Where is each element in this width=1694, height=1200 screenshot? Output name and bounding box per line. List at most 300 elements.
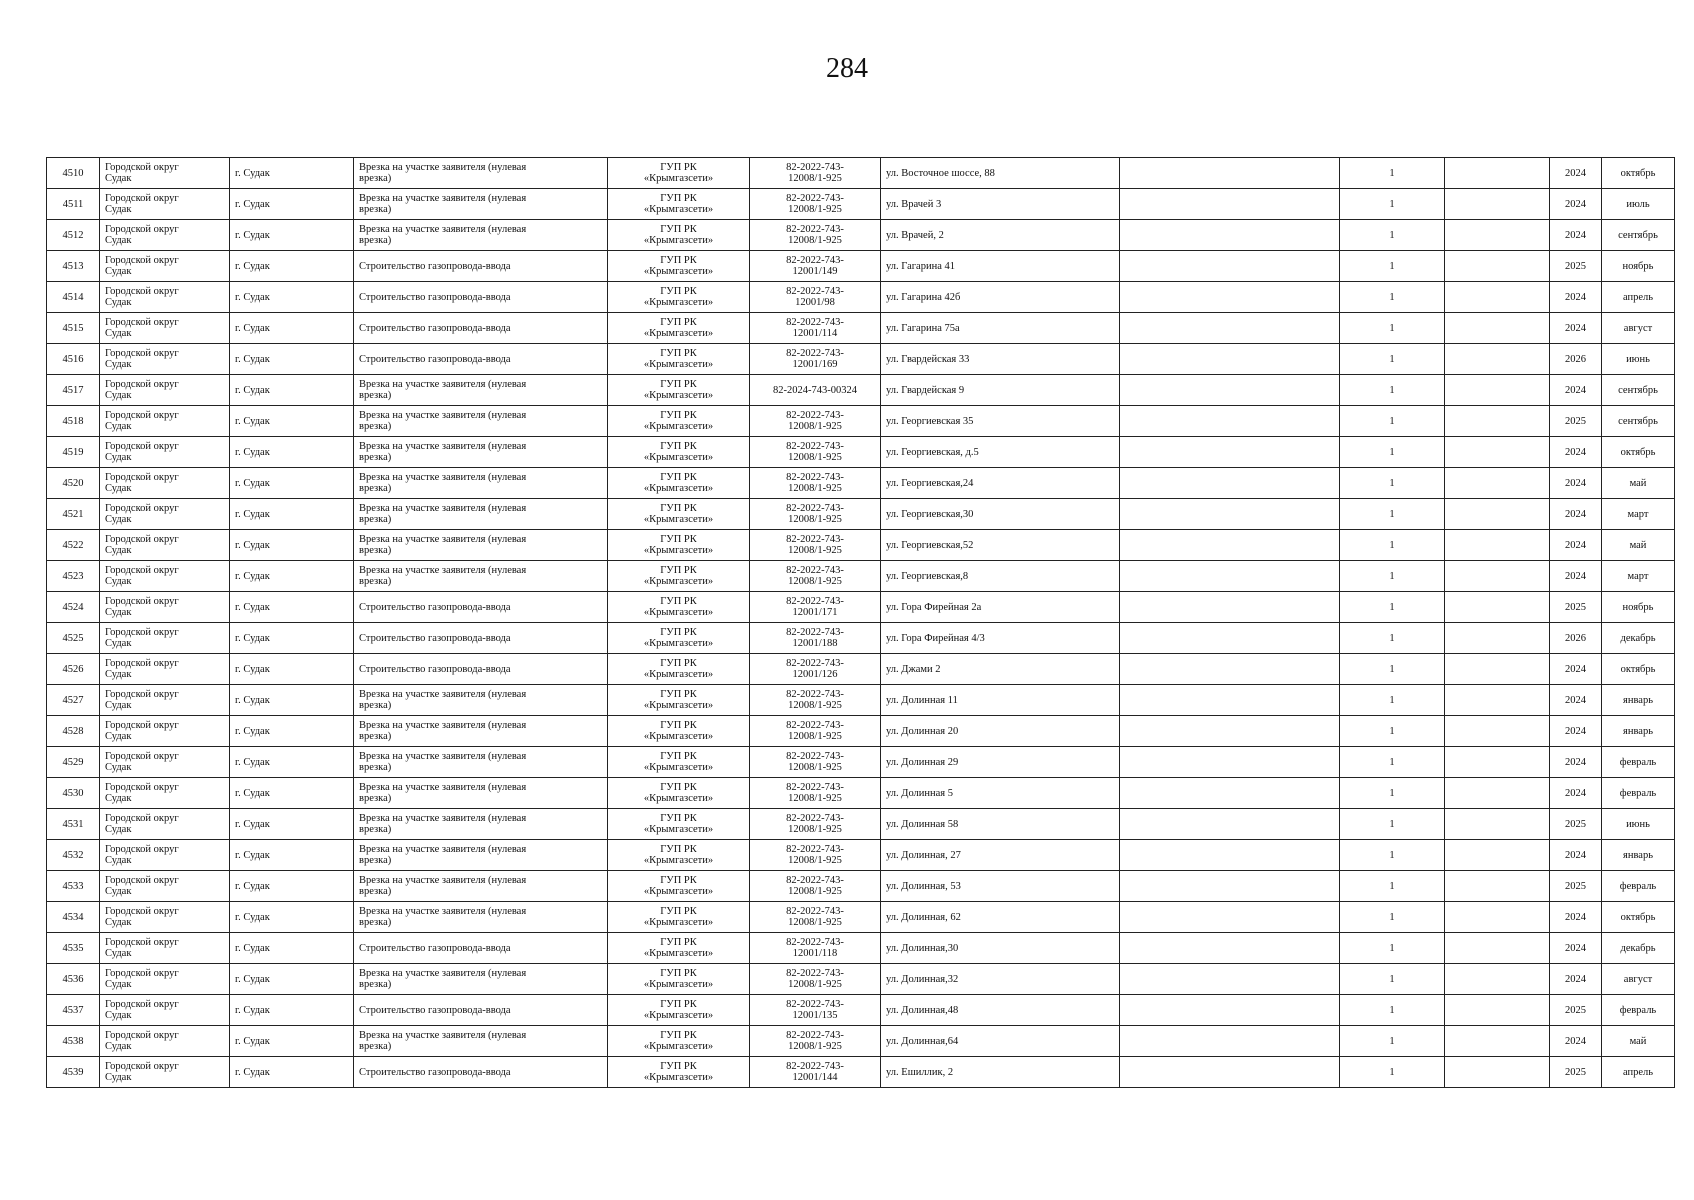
city-cell: г. Судак: [230, 561, 354, 592]
cadastre-number-cell: 82-2022-743- 12008/1-925: [750, 840, 881, 871]
month-cell: февраль: [1602, 995, 1675, 1026]
district-cell: Городской округ Судак: [100, 561, 230, 592]
cadastre-number-cell: 82-2022-743- 12001/114: [750, 313, 881, 344]
table-row: [47, 468, 1675, 499]
empty-cell: [1120, 499, 1340, 530]
address-cell: ул. Гвардейская 9: [881, 375, 1120, 406]
empty-cell: [1445, 1026, 1550, 1057]
empty-cell: [1445, 251, 1550, 282]
organization-cell: ГУП РК «Крымгазсети»: [608, 251, 750, 282]
row-number: 4517: [47, 375, 100, 406]
city-cell: г. Судак: [230, 220, 354, 251]
table-row: [47, 158, 1675, 189]
district-cell: Городской округ Судак: [100, 592, 230, 623]
count-cell: 1: [1340, 654, 1445, 685]
month-cell: март: [1602, 561, 1675, 592]
work-type-cell: Строительство газопровода-ввода: [354, 282, 608, 313]
cadastre-number-cell: 82-2022-743- 12001/169: [750, 344, 881, 375]
year-cell: 2024: [1550, 468, 1602, 499]
month-cell: январь: [1602, 716, 1675, 747]
table-row: [47, 747, 1675, 778]
city-cell: г. Судак: [230, 313, 354, 344]
empty-cell: [1120, 406, 1340, 437]
cadastre-number-cell: 82-2024-743-00324: [750, 375, 881, 406]
empty-cell: [1120, 654, 1340, 685]
city-cell: г. Судак: [230, 933, 354, 964]
work-type-cell: Врезка на участке заявителя (нулевая врезка): [354, 189, 608, 220]
empty-cell: [1120, 840, 1340, 871]
month-cell: февраль: [1602, 871, 1675, 902]
organization-cell: ГУП РК «Крымгазсети»: [608, 964, 750, 995]
table-row: [47, 530, 1675, 561]
district-cell: Городской округ Судак: [100, 995, 230, 1026]
count-cell: 1: [1340, 468, 1445, 499]
count-cell: 1: [1340, 716, 1445, 747]
year-cell: 2025: [1550, 406, 1602, 437]
address-cell: ул. Долинная,32: [881, 964, 1120, 995]
organization-cell: ГУП РК «Крымгазсети»: [608, 282, 750, 313]
month-cell: октябрь: [1602, 158, 1675, 189]
district-cell: Городской округ Судак: [100, 902, 230, 933]
city-cell: г. Судак: [230, 716, 354, 747]
month-cell: октябрь: [1602, 902, 1675, 933]
year-cell: 2024: [1550, 685, 1602, 716]
organization-cell: ГУП РК «Крымгазсети»: [608, 313, 750, 344]
organization-cell: ГУП РК «Крымгазсети»: [608, 189, 750, 220]
organization-cell: ГУП РК «Крымгазсети»: [608, 902, 750, 933]
count-cell: 1: [1340, 313, 1445, 344]
count-cell: 1: [1340, 344, 1445, 375]
district-cell: Городской округ Судак: [100, 437, 230, 468]
city-cell: г. Судак: [230, 375, 354, 406]
year-cell: 2024: [1550, 530, 1602, 561]
row-number: 4521: [47, 499, 100, 530]
empty-cell: [1120, 437, 1340, 468]
empty-cell: [1445, 375, 1550, 406]
city-cell: г. Судак: [230, 623, 354, 654]
table-row: [47, 592, 1675, 623]
city-cell: г. Судак: [230, 902, 354, 933]
empty-cell: [1445, 344, 1550, 375]
table-row: [47, 220, 1675, 251]
address-cell: ул. Восточное шоссе, 88: [881, 158, 1120, 189]
organization-cell: ГУП РК «Крымгазсети»: [608, 220, 750, 251]
empty-cell: [1445, 499, 1550, 530]
month-cell: июнь: [1602, 809, 1675, 840]
work-type-cell: Строительство газопровода-ввода: [354, 313, 608, 344]
empty-cell: [1120, 964, 1340, 995]
year-cell: 2024: [1550, 561, 1602, 592]
work-type-cell: Врезка на участке заявителя (нулевая врезка): [354, 220, 608, 251]
row-number: 4538: [47, 1026, 100, 1057]
cadastre-number-cell: 82-2022-743- 12001/171: [750, 592, 881, 623]
cadastre-number-cell: 82-2022-743- 12001/188: [750, 623, 881, 654]
row-number: 4534: [47, 902, 100, 933]
month-cell: февраль: [1602, 778, 1675, 809]
organization-cell: ГУП РК «Крымгазсети»: [608, 871, 750, 902]
work-type-cell: Строительство газопровода-ввода: [354, 995, 608, 1026]
row-number: 4536: [47, 964, 100, 995]
organization-cell: ГУП РК «Крымгазсети»: [608, 933, 750, 964]
year-cell: 2024: [1550, 220, 1602, 251]
address-cell: ул. Гора Фирейная 2а: [881, 592, 1120, 623]
address-cell: ул. Долинная, 27: [881, 840, 1120, 871]
work-type-cell: Строительство газопровода-ввода: [354, 1057, 608, 1088]
count-cell: 1: [1340, 499, 1445, 530]
empty-cell: [1445, 840, 1550, 871]
organization-cell: ГУП РК «Крымгазсети»: [608, 1057, 750, 1088]
organization-cell: ГУП РК «Крымгазсети»: [608, 685, 750, 716]
organization-cell: ГУП РК «Крымгазсети»: [608, 499, 750, 530]
year-cell: 2024: [1550, 375, 1602, 406]
table-row: [47, 1057, 1675, 1088]
district-cell: Городской округ Судак: [100, 189, 230, 220]
month-cell: апрель: [1602, 1057, 1675, 1088]
table-row: [47, 995, 1675, 1026]
empty-cell: [1445, 871, 1550, 902]
district-cell: Городской округ Судак: [100, 778, 230, 809]
empty-cell: [1120, 468, 1340, 499]
address-cell: ул. Георгиевская,52: [881, 530, 1120, 561]
work-type-cell: Врезка на участке заявителя (нулевая врезка): [354, 902, 608, 933]
cadastre-number-cell: 82-2022-743- 12008/1-925: [750, 530, 881, 561]
year-cell: 2025: [1550, 251, 1602, 282]
address-cell: ул. Долинная,64: [881, 1026, 1120, 1057]
row-number: 4535: [47, 933, 100, 964]
table-row: [47, 499, 1675, 530]
address-cell: ул. Врачей 3: [881, 189, 1120, 220]
month-cell: ноябрь: [1602, 251, 1675, 282]
row-number: 4526: [47, 654, 100, 685]
count-cell: 1: [1340, 592, 1445, 623]
row-number: 4533: [47, 871, 100, 902]
table-row: [47, 344, 1675, 375]
table-row: [47, 716, 1675, 747]
empty-cell: [1120, 1026, 1340, 1057]
cadastre-number-cell: 82-2022-743- 12008/1-925: [750, 499, 881, 530]
work-type-cell: Врезка на участке заявителя (нулевая врезка): [354, 778, 608, 809]
address-cell: ул. Гора Фирейная 4/3: [881, 623, 1120, 654]
organization-cell: ГУП РК «Крымгазсети»: [608, 747, 750, 778]
row-number: 4519: [47, 437, 100, 468]
month-cell: июнь: [1602, 344, 1675, 375]
count-cell: 1: [1340, 561, 1445, 592]
row-number: 4524: [47, 592, 100, 623]
year-cell: 2024: [1550, 282, 1602, 313]
table-row: [47, 561, 1675, 592]
work-type-cell: Врезка на участке заявителя (нулевая врезка): [354, 716, 608, 747]
row-number: 4514: [47, 282, 100, 313]
month-cell: август: [1602, 313, 1675, 344]
table-row: [47, 251, 1675, 282]
year-cell: 2024: [1550, 933, 1602, 964]
district-cell: Городской округ Судак: [100, 623, 230, 654]
empty-cell: [1120, 313, 1340, 344]
count-cell: 1: [1340, 282, 1445, 313]
cadastre-number-cell: 82-2022-743- 12001/98: [750, 282, 881, 313]
month-cell: октябрь: [1602, 437, 1675, 468]
address-cell: ул. Георгиевская,8: [881, 561, 1120, 592]
cadastre-number-cell: 82-2022-743- 12001/149: [750, 251, 881, 282]
address-cell: ул. Долинная, 53: [881, 871, 1120, 902]
empty-cell: [1120, 778, 1340, 809]
address-cell: ул. Врачей, 2: [881, 220, 1120, 251]
empty-cell: [1120, 530, 1340, 561]
count-cell: 1: [1340, 995, 1445, 1026]
year-cell: 2024: [1550, 716, 1602, 747]
row-number: 4523: [47, 561, 100, 592]
row-number: 4512: [47, 220, 100, 251]
empty-cell: [1120, 685, 1340, 716]
year-cell: 2025: [1550, 592, 1602, 623]
organization-cell: ГУП РК «Крымгазсети»: [608, 623, 750, 654]
table-row: [47, 871, 1675, 902]
count-cell: 1: [1340, 437, 1445, 468]
work-type-cell: Строительство газопровода-ввода: [354, 344, 608, 375]
cadastre-number-cell: 82-2022-743- 12008/1-925: [750, 189, 881, 220]
year-cell: 2024: [1550, 158, 1602, 189]
cadastre-number-cell: 82-2022-743- 12008/1-925: [750, 220, 881, 251]
row-number: 4515: [47, 313, 100, 344]
address-cell: ул. Долинная,48: [881, 995, 1120, 1026]
work-type-cell: Врезка на участке заявителя (нулевая врезка): [354, 158, 608, 189]
work-type-cell: Врезка на участке заявителя (нулевая врезка): [354, 499, 608, 530]
row-number: 4516: [47, 344, 100, 375]
work-type-cell: Врезка на участке заявителя (нулевая врезка): [354, 375, 608, 406]
organization-cell: ГУП РК «Крымгазсети»: [608, 530, 750, 561]
year-cell: 2024: [1550, 313, 1602, 344]
city-cell: г. Судак: [230, 809, 354, 840]
count-cell: 1: [1340, 406, 1445, 437]
district-cell: Городской округ Судак: [100, 716, 230, 747]
organization-cell: ГУП РК «Крымгазсети»: [608, 158, 750, 189]
empty-cell: [1445, 220, 1550, 251]
count-cell: 1: [1340, 530, 1445, 561]
cadastre-number-cell: 82-2022-743- 12008/1-925: [750, 437, 881, 468]
year-cell: 2024: [1550, 902, 1602, 933]
work-type-cell: Врезка на участке заявителя (нулевая врезка): [354, 840, 608, 871]
work-type-cell: Строительство газопровода-ввода: [354, 933, 608, 964]
organization-cell: ГУП РК «Крымгазсети»: [608, 840, 750, 871]
work-type-cell: Врезка на участке заявителя (нулевая врезка): [354, 871, 608, 902]
address-cell: ул. Георгиевская, д.5: [881, 437, 1120, 468]
address-cell: ул. Долинная 11: [881, 685, 1120, 716]
district-cell: Городской округ Судак: [100, 685, 230, 716]
organization-cell: ГУП РК «Крымгазсети»: [608, 437, 750, 468]
organization-cell: ГУП РК «Крымгазсети»: [608, 654, 750, 685]
count-cell: 1: [1340, 809, 1445, 840]
count-cell: 1: [1340, 840, 1445, 871]
district-cell: Городской округ Судак: [100, 220, 230, 251]
empty-cell: [1120, 871, 1340, 902]
table-row: [47, 375, 1675, 406]
gas-connection-table: [46, 157, 1675, 1088]
city-cell: г. Судак: [230, 964, 354, 995]
count-cell: 1: [1340, 375, 1445, 406]
district-cell: Городской округ Судак: [100, 251, 230, 282]
organization-cell: ГУП РК «Крымгазсети»: [608, 592, 750, 623]
table-row: [47, 685, 1675, 716]
city-cell: г. Судак: [230, 685, 354, 716]
row-number: 4532: [47, 840, 100, 871]
year-cell: 2024: [1550, 747, 1602, 778]
count-cell: 1: [1340, 1026, 1445, 1057]
organization-cell: ГУП РК «Крымгазсети»: [608, 716, 750, 747]
year-cell: 2025: [1550, 871, 1602, 902]
address-cell: ул. Ешиллик, 2: [881, 1057, 1120, 1088]
district-cell: Городской округ Судак: [100, 499, 230, 530]
year-cell: 2024: [1550, 654, 1602, 685]
year-cell: 2026: [1550, 623, 1602, 654]
month-cell: май: [1602, 530, 1675, 561]
empty-cell: [1120, 561, 1340, 592]
year-cell: 2024: [1550, 499, 1602, 530]
district-cell: Городской округ Судак: [100, 933, 230, 964]
table-row: [47, 437, 1675, 468]
address-cell: ул. Георгиевская 35: [881, 406, 1120, 437]
organization-cell: ГУП РК «Крымгазсети»: [608, 468, 750, 499]
organization-cell: ГУП РК «Крымгазсети»: [608, 1026, 750, 1057]
month-cell: август: [1602, 964, 1675, 995]
row-number: 4530: [47, 778, 100, 809]
district-cell: Городской округ Судак: [100, 964, 230, 995]
empty-cell: [1120, 189, 1340, 220]
cadastre-number-cell: 82-2022-743- 12008/1-925: [750, 964, 881, 995]
month-cell: июль: [1602, 189, 1675, 220]
address-cell: ул. Георгиевская,24: [881, 468, 1120, 499]
city-cell: г. Судак: [230, 840, 354, 871]
month-cell: январь: [1602, 685, 1675, 716]
year-cell: 2025: [1550, 1057, 1602, 1088]
cadastre-number-cell: 82-2022-743- 12001/144: [750, 1057, 881, 1088]
year-cell: 2025: [1550, 809, 1602, 840]
city-cell: г. Судак: [230, 654, 354, 685]
row-number: 4520: [47, 468, 100, 499]
address-cell: ул. Гагарина 41: [881, 251, 1120, 282]
empty-cell: [1120, 282, 1340, 313]
table-row: [47, 964, 1675, 995]
city-cell: г. Судак: [230, 344, 354, 375]
empty-cell: [1445, 685, 1550, 716]
year-cell: 2024: [1550, 189, 1602, 220]
empty-cell: [1445, 437, 1550, 468]
empty-cell: [1445, 933, 1550, 964]
empty-cell: [1120, 623, 1340, 654]
address-cell: ул. Гвардейская 33: [881, 344, 1120, 375]
empty-cell: [1445, 592, 1550, 623]
count-cell: 1: [1340, 871, 1445, 902]
month-cell: сентябрь: [1602, 375, 1675, 406]
cadastre-number-cell: 82-2022-743- 12008/1-925: [750, 561, 881, 592]
month-cell: май: [1602, 1026, 1675, 1057]
empty-cell: [1120, 933, 1340, 964]
month-cell: сентябрь: [1602, 220, 1675, 251]
month-cell: декабрь: [1602, 623, 1675, 654]
work-type-cell: Врезка на участке заявителя (нулевая врезка): [354, 685, 608, 716]
table-row: [47, 189, 1675, 220]
address-cell: ул. Джами 2: [881, 654, 1120, 685]
row-number: 4510: [47, 158, 100, 189]
empty-cell: [1445, 1057, 1550, 1088]
month-cell: февраль: [1602, 747, 1675, 778]
address-cell: ул. Долинная 29: [881, 747, 1120, 778]
cadastre-number-cell: 82-2022-743- 12001/118: [750, 933, 881, 964]
work-type-cell: Врезка на участке заявителя (нулевая врезка): [354, 530, 608, 561]
address-cell: ул. Долинная, 62: [881, 902, 1120, 933]
organization-cell: ГУП РК «Крымгазсети»: [608, 344, 750, 375]
city-cell: г. Судак: [230, 406, 354, 437]
cadastre-number-cell: 82-2022-743- 12008/1-925: [750, 747, 881, 778]
work-type-cell: Строительство газопровода-ввода: [354, 251, 608, 282]
row-number: 4525: [47, 623, 100, 654]
work-type-cell: Врезка на участке заявителя (нулевая врезка): [354, 964, 608, 995]
city-cell: г. Судак: [230, 778, 354, 809]
table-row: [47, 933, 1675, 964]
city-cell: г. Судак: [230, 468, 354, 499]
empty-cell: [1445, 809, 1550, 840]
empty-cell: [1120, 995, 1340, 1026]
empty-cell: [1120, 158, 1340, 189]
count-cell: 1: [1340, 933, 1445, 964]
district-cell: Городской округ Судак: [100, 406, 230, 437]
work-type-cell: Врезка на участке заявителя (нулевая врезка): [354, 1026, 608, 1057]
empty-cell: [1445, 623, 1550, 654]
month-cell: сентябрь: [1602, 406, 1675, 437]
row-number: 4539: [47, 1057, 100, 1088]
year-cell: 2024: [1550, 437, 1602, 468]
empty-cell: [1445, 654, 1550, 685]
empty-cell: [1445, 530, 1550, 561]
address-cell: ул. Гагарина 75а: [881, 313, 1120, 344]
table-row: [47, 840, 1675, 871]
count-cell: 1: [1340, 251, 1445, 282]
address-cell: ул. Георгиевская,30: [881, 499, 1120, 530]
work-type-cell: Строительство газопровода-ввода: [354, 654, 608, 685]
organization-cell: ГУП РК «Крымгазсети»: [608, 561, 750, 592]
address-cell: ул. Долинная 20: [881, 716, 1120, 747]
city-cell: г. Судак: [230, 871, 354, 902]
row-number: 4522: [47, 530, 100, 561]
district-cell: Городской округ Судак: [100, 530, 230, 561]
count-cell: 1: [1340, 902, 1445, 933]
organization-cell: ГУП РК «Крымгазсети»: [608, 995, 750, 1026]
empty-cell: [1120, 592, 1340, 623]
table-row: [47, 778, 1675, 809]
city-cell: г. Судак: [230, 499, 354, 530]
cadastre-number-cell: 82-2022-743- 12008/1-925: [750, 685, 881, 716]
work-type-cell: Врезка на участке заявителя (нулевая врезка): [354, 747, 608, 778]
empty-cell: [1120, 716, 1340, 747]
table-row: [47, 623, 1675, 654]
year-cell: 2025: [1550, 995, 1602, 1026]
cadastre-number-cell: 82-2022-743- 12008/1-925: [750, 406, 881, 437]
work-type-cell: Врезка на участке заявителя (нулевая врезка): [354, 468, 608, 499]
district-cell: Городской округ Судак: [100, 344, 230, 375]
city-cell: г. Судак: [230, 1026, 354, 1057]
city-cell: г. Судак: [230, 592, 354, 623]
work-type-cell: Строительство газопровода-ввода: [354, 623, 608, 654]
month-cell: май: [1602, 468, 1675, 499]
empty-cell: [1445, 282, 1550, 313]
empty-cell: [1445, 468, 1550, 499]
cadastre-number-cell: 82-2022-743- 12008/1-925: [750, 809, 881, 840]
district-cell: Городской округ Судак: [100, 468, 230, 499]
district-cell: Городской округ Судак: [100, 313, 230, 344]
count-cell: 1: [1340, 220, 1445, 251]
empty-cell: [1120, 1057, 1340, 1088]
district-cell: Городской округ Судак: [100, 654, 230, 685]
address-cell: ул. Гагарина 42б: [881, 282, 1120, 313]
